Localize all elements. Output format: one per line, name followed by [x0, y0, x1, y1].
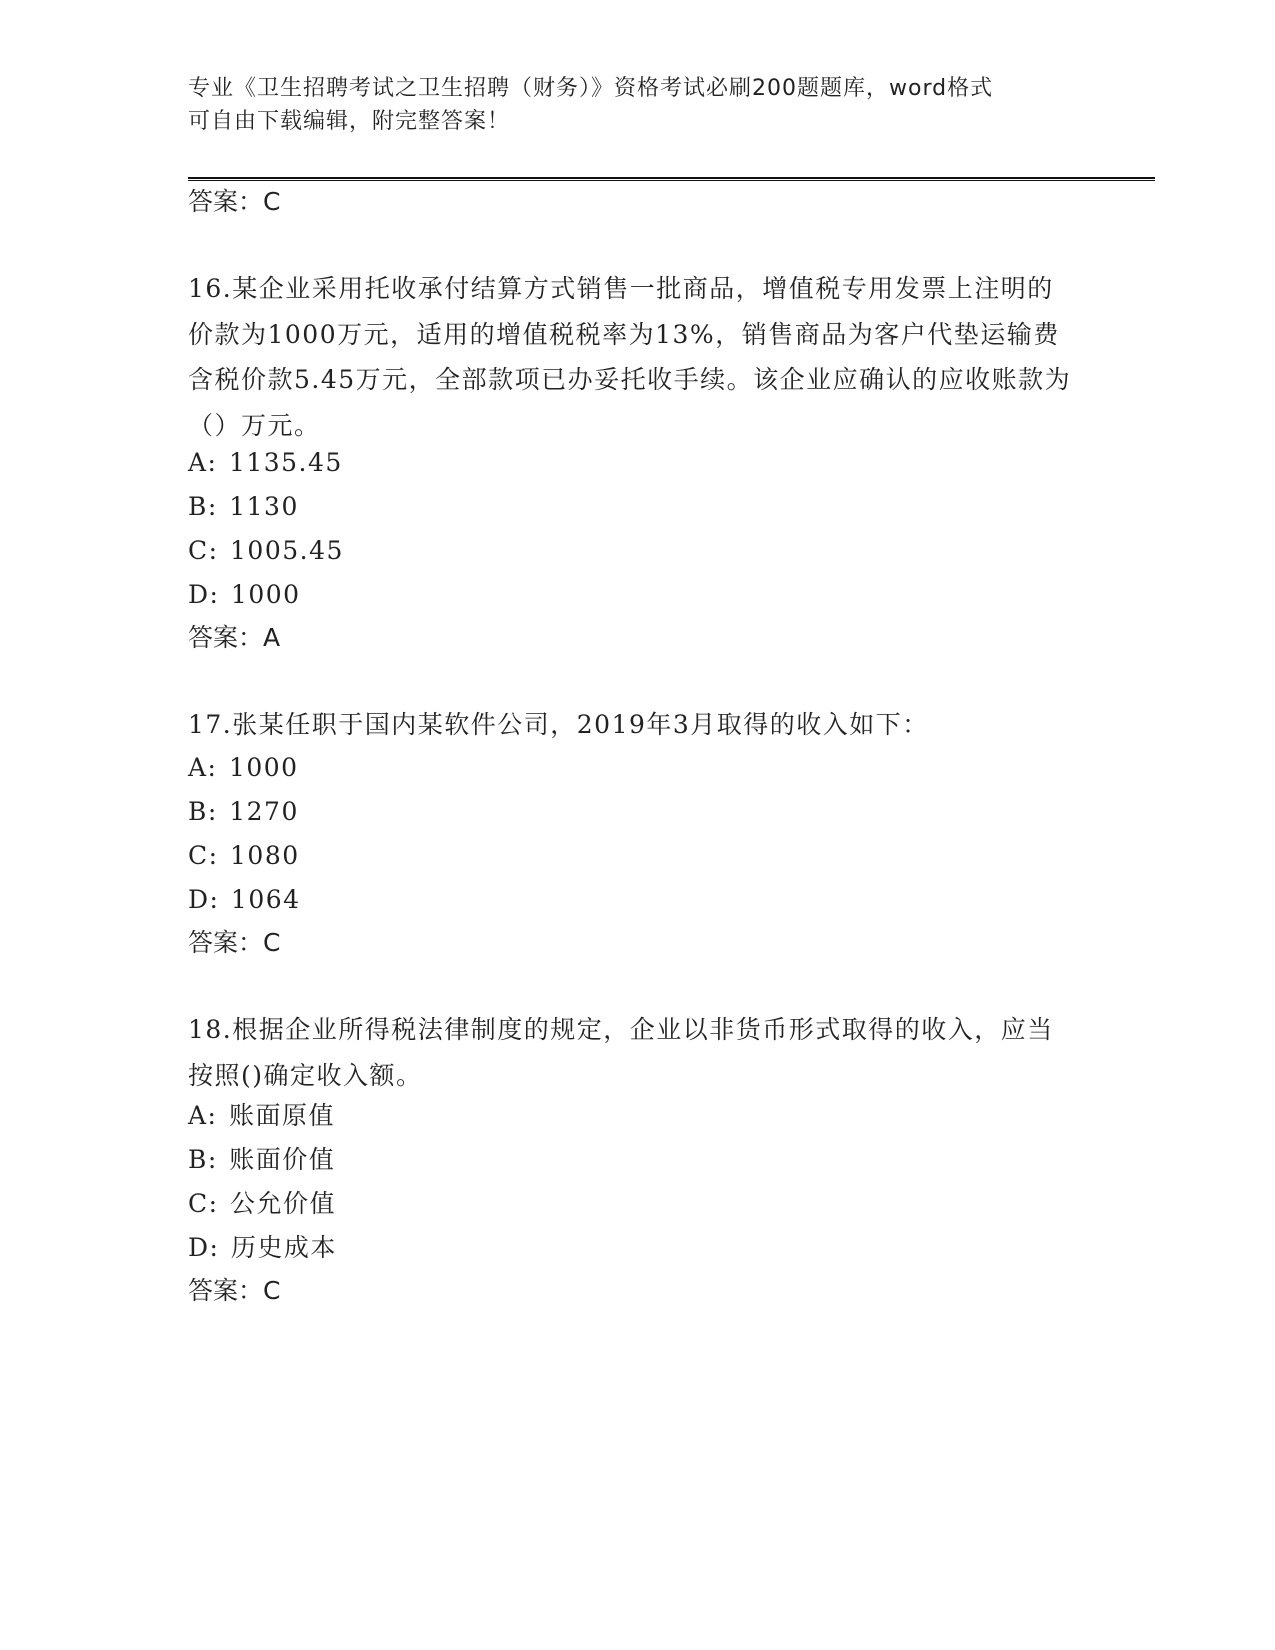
question-18-option-c	[188, 1188, 336, 1220]
option-text: 1064	[230, 885, 301, 914]
option-letter: D:	[188, 580, 220, 609]
option-letter: C:	[188, 841, 219, 870]
option-letter: D:	[188, 1233, 220, 1262]
option-letter: B:	[188, 797, 218, 826]
option-text: 账面价值	[229, 1145, 336, 1174]
question-16-option-c	[188, 535, 344, 567]
option-letter: C:	[188, 1189, 219, 1218]
question-17-answer: 答案：C	[188, 928, 281, 957]
question-18-option-a	[188, 1100, 335, 1132]
option-text: 账面原值	[228, 1101, 335, 1130]
option-letter: A:	[188, 448, 218, 477]
question-18-answer: 答案：C	[188, 1276, 281, 1305]
question-16-stem: 16.某企业采用托收承付结算方式销售一批商品，增值税专用发票上注明的价款为1000万元，适用的增值税税率为13%，销售商品为客户代垫运输费含税价款5.45万元，全部款项已办妥托收手续。该企业应确认的应收账款为（）万元。	[188, 274, 1072, 440]
question-17-option-a	[188, 752, 299, 784]
question-17-option-b	[188, 796, 299, 828]
option-text: 历史成本	[230, 1233, 337, 1262]
option-text: 1135.45	[228, 448, 343, 477]
answer-prev: 答案：C	[188, 187, 281, 216]
question-18-option-d	[188, 1232, 337, 1264]
option-letter: B:	[188, 492, 218, 521]
question-16-option-d	[188, 579, 301, 611]
header-line-2: 可自由下载编辑，附完整答案！	[188, 109, 511, 134]
question-16-option-a	[188, 447, 343, 479]
question-17-stem: 17.张某任职于国内某软件公司，2019年3月取得的收入如下：	[188, 710, 929, 739]
question-16-answer: 答案：A	[188, 623, 281, 652]
option-text: 1000	[230, 580, 301, 609]
option-letter: C:	[188, 536, 219, 565]
option-letter: B:	[188, 1145, 218, 1174]
question-17-option-d	[188, 884, 301, 916]
option-text: 1270	[229, 797, 299, 826]
header-line-1: 专业《卫生招聘考试之卫生招聘（财务）》资格考试必刷200题题库，word格式	[188, 76, 994, 101]
option-letter: D:	[188, 885, 220, 914]
question-16-option-b	[188, 491, 299, 523]
header-divider	[188, 177, 1155, 181]
option-text: 1000	[228, 753, 299, 782]
question-17-option-c	[188, 840, 300, 872]
option-text: 1080	[230, 841, 300, 870]
option-text: 1005.45	[230, 536, 344, 565]
option-text: 公允价值	[230, 1189, 337, 1218]
document-header	[188, 72, 1068, 138]
question-18-option-b	[188, 1144, 335, 1176]
option-letter: A:	[188, 753, 218, 782]
option-letter: A:	[188, 1101, 218, 1130]
option-text: 1130	[229, 492, 299, 521]
question-18-stem: 18.根据企业所得税法律制度的规定，企业以非货币形式取得的收入，应当按照()确定收入额。	[188, 1015, 1054, 1090]
